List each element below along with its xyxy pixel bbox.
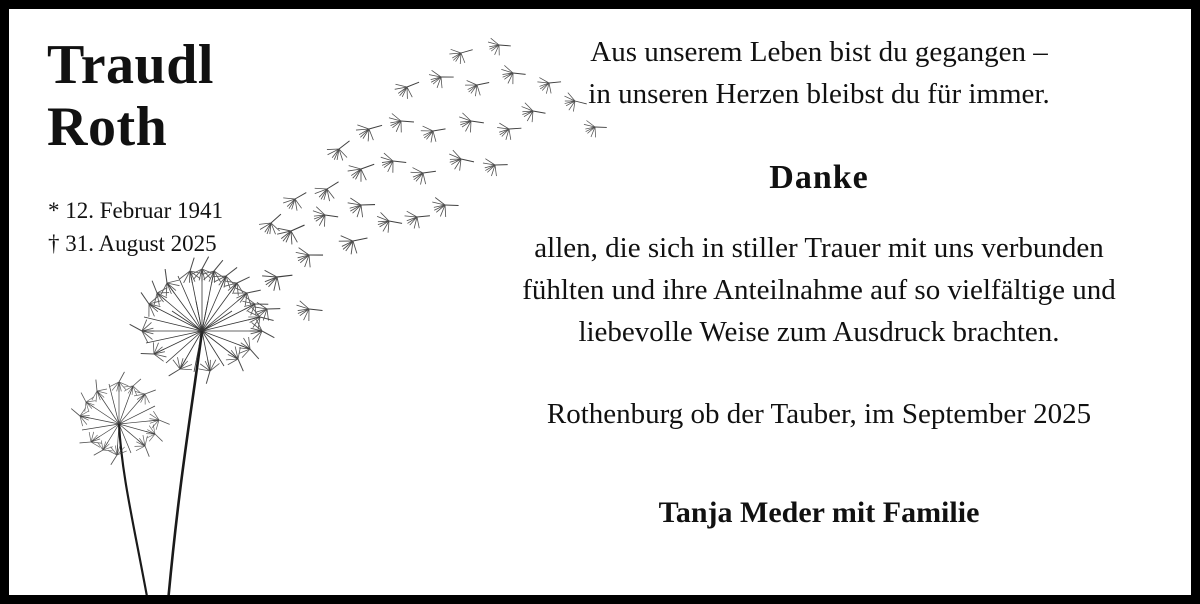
thanks-body-line-3: liebevolle Weise zum Ausdruck brachten.	[578, 316, 1060, 348]
thanks-body-line-1: allen, die sich in stiller Trauer mit uns verbunden	[534, 232, 1104, 264]
deceased-block	[9, 9, 439, 595]
deceased-name	[47, 34, 407, 158]
place-and-date: Rothenburg ob der Tauber, im September 2025	[546, 398, 1092, 430]
death-date: † 31. August 2025	[48, 231, 217, 256]
thanks-body	[449, 227, 1189, 353]
deceased-first-name: Traudl	[47, 34, 214, 96]
deceased-last-name: Roth	[47, 96, 168, 158]
thanks-heading: Danke	[769, 159, 869, 196]
obituary-card	[9, 9, 1191, 595]
deceased-dates	[48, 194, 223, 260]
family-signature: Tanja Meder mit Familie	[658, 496, 980, 529]
verse-line-2: in unseren Herzen bleibst du für immer.	[588, 78, 1050, 110]
verse	[449, 31, 1189, 115]
verse-line-1: Aus unserem Leben bist du gegangen –	[590, 36, 1048, 68]
notice-text-block	[449, 9, 1189, 595]
birth-date: * 12. Februar 1941	[48, 198, 224, 223]
thanks-body-line-2: fühlten und ihre Anteilnahme auf so vielfältige und	[522, 274, 1116, 306]
